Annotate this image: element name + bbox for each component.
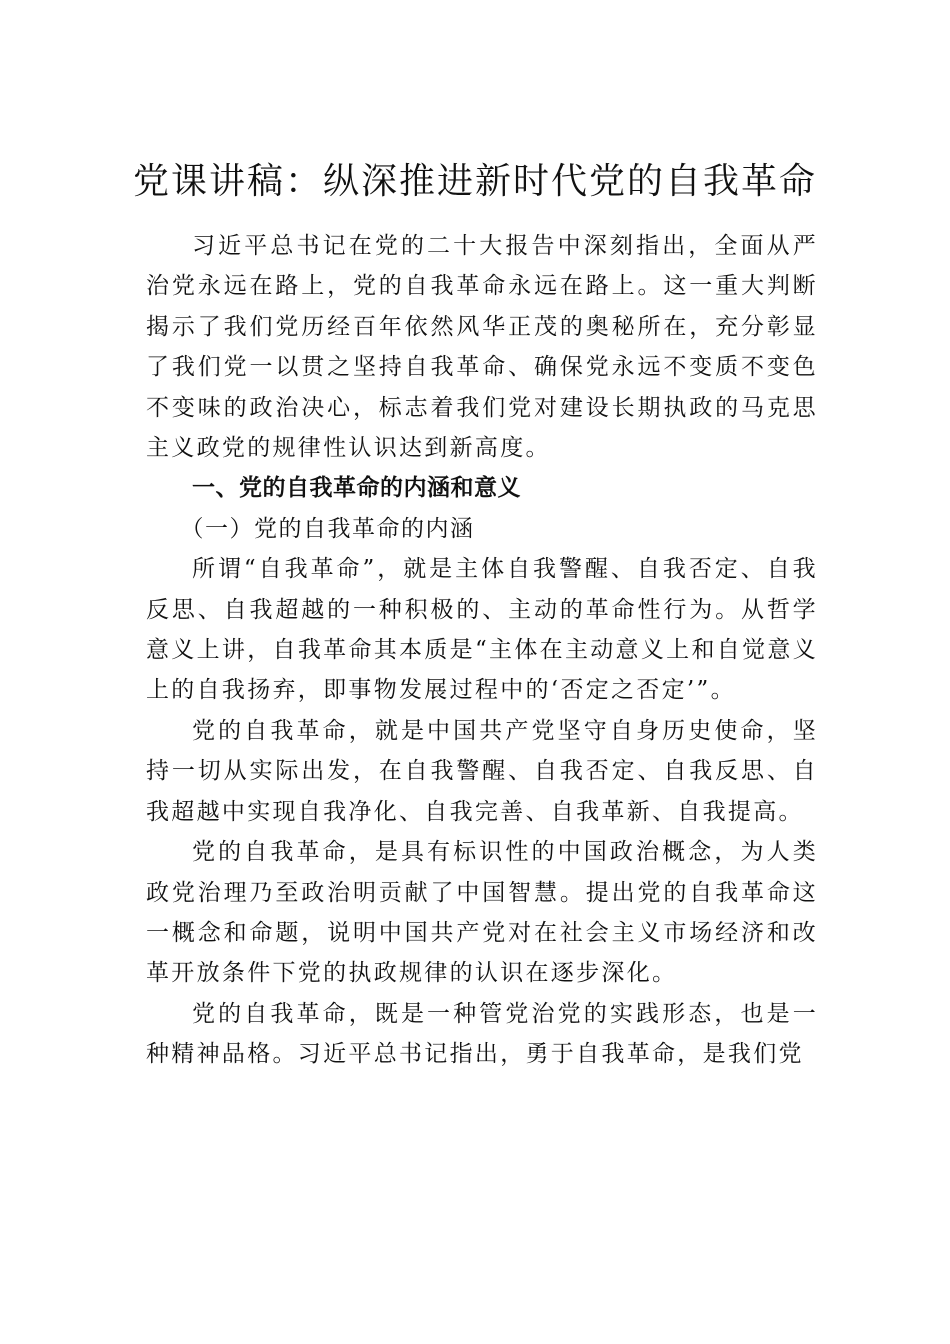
body-paragraph: 所谓“自我革命”，就是主体自我警醒、自我否定、自我反思、自我超越的一种积极的、主动的革命性行为。从哲学意义上讲，自我革命其本质是“主体在主动意义上和自觉意义上的自我扬弃，即事物发展过程中的‘否定之否定’”。 <box>146 556 818 704</box>
section-heading: 一、党的自我革命的内涵和意义 <box>192 475 521 502</box>
document-body <box>146 226 818 1075</box>
body-paragraph: 党的自我革命，既是一种管党治党的实践形态，也是一种精神品格。习近平总书记指出，勇于自我革命，是我们党 <box>146 1000 818 1068</box>
document-title: 党课讲稿：纵深推进新时代党的自我革命 <box>132 161 817 202</box>
body-paragraph: 党的自我革命，就是中国共产党坚守自身历史使命，坚持一切从实际出发，在自我警醒、自我否定、自我反思、自我超越中实现自我净化、自我完善、自我革新、自我提高。 <box>146 717 818 825</box>
body-paragraph: 党的自我革命，是具有标识性的中国政治概念，为人类政党治理乃至政治明贡献了中国智慧。提出党的自我革命这一概念和命题，说明中国共产党对在社会主义市场经济和改革开放条件下党的执政规律的认识在逐步深化。 <box>146 839 818 987</box>
intro-paragraph: 习近平总书记在党的二十大报告中深刻指出，全面从严治党永远在路上，党的自我革命永远在路上。这一重大判断揭示了我们党历经百年依然风华正茂的奥秘所在，充分彰显了我们党一以贯之坚持自我革命、确保党永远不变质不变色不变味的政治决心，标志着我们党对建设长期执政的马克思主义政党的规律性认识达到新高度。 <box>146 233 818 462</box>
subsection-heading: （一）党的自我革命的内涵 <box>180 515 475 542</box>
